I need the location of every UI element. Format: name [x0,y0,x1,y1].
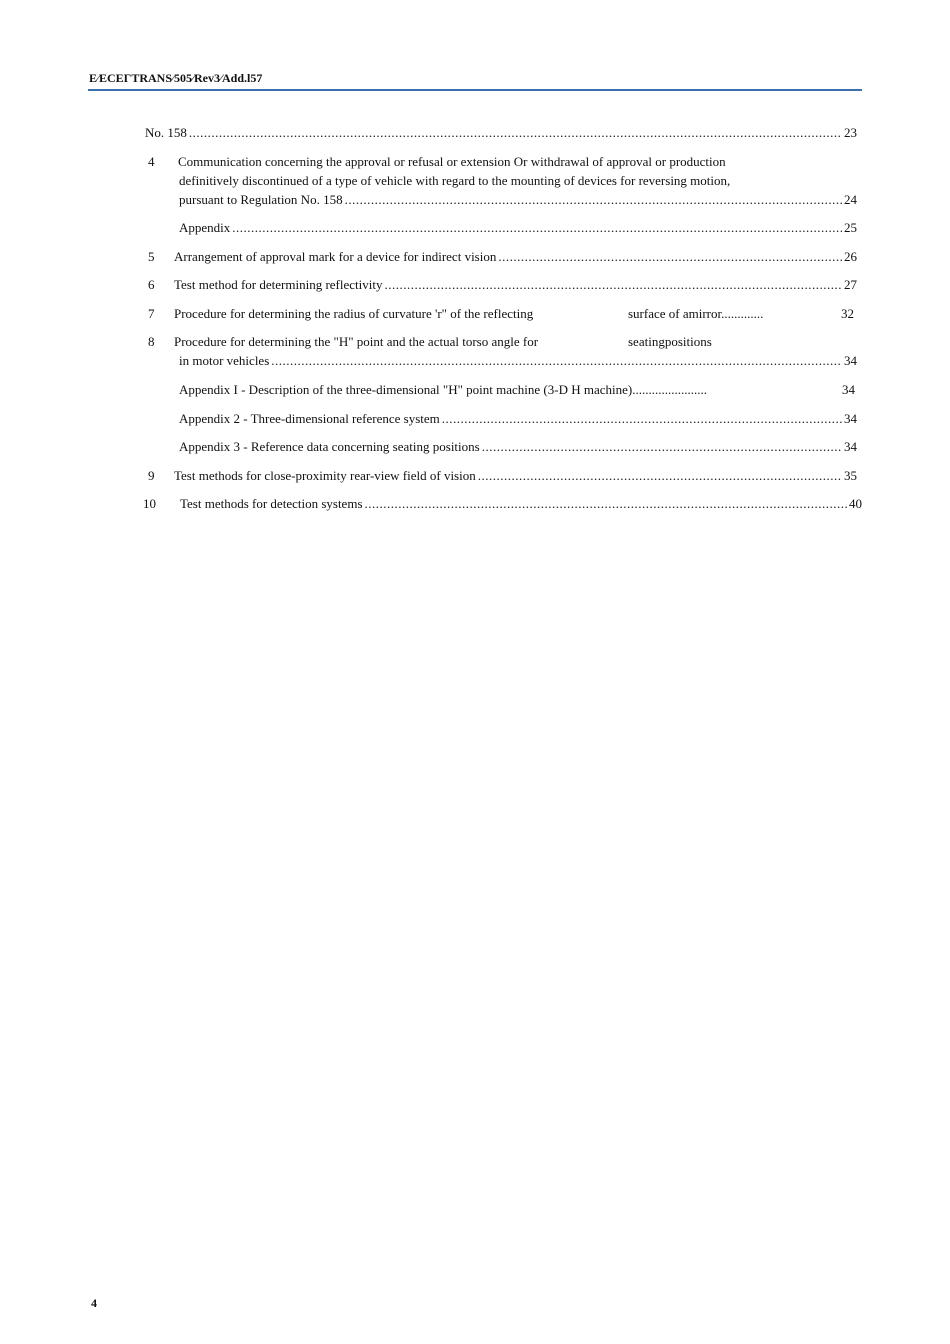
toc-entry-page: 34 [842,382,855,397]
toc-entry-text: in motor vehicles [179,353,270,368]
toc-entry-number: 4 [148,154,155,169]
toc-entry-page: 35 [844,468,857,483]
toc-entry-page: 34 [844,353,857,368]
toc-entry-number: 10 [143,496,156,511]
toc-leader-dots [365,496,847,512]
toc-entry-text: No. 158 [145,125,187,140]
toc-entry-text-tail: surface of amirror............. [628,306,764,321]
toc-entry-page: 32 [841,306,854,321]
document-symbol: E⁄ECEΓTRANS⁄505⁄Rev3⁄Add.l57 [89,71,263,85]
toc-entry-text: Arrangement of approval mark for a device for indirect vision [174,249,497,264]
header-rule [88,89,862,91]
toc-entry-text-tail: seatingpositions [628,334,712,349]
toc-entry-item4-last [179,192,857,208]
toc-entry-text: Appendix [179,220,231,235]
toc-entry-text: Procedure for determining the "H" point and the actual torso angle for [174,334,539,349]
toc-entry-text: Communication concerning the approval or refusal or extension Or withdrawal of approval or production [178,154,726,169]
toc-entry-page: 34 [844,439,857,454]
toc-entry-item4-appendix [179,220,857,236]
toc-leader-dots [384,277,842,293]
toc-entry-text: Appendix 2 - Three-dimensional reference system [179,411,440,426]
toc-leader-dots [482,439,842,455]
toc-entry-text: Appendix I - Description of the three-dimensional "H" point machine (3-D H machine)....................... [179,382,707,397]
toc-entry-text: Appendix 3 - Reference data concerning seating positions [179,439,480,454]
toc-entry-page: 23 [844,125,857,140]
toc-leader-dots [189,125,842,141]
toc-leader-dots [442,411,842,427]
toc-entry-number: 6 [148,277,155,292]
toc-leader-dots [498,249,842,265]
toc-entry-number: 9 [148,468,155,483]
toc-entry-item10 [180,496,862,512]
toc-leader-dots [232,220,842,236]
toc-entry-item5 [174,249,857,265]
toc-entry-text: Test method for determining reflectivity [174,277,383,292]
toc-entry-page: 27 [844,277,857,292]
toc-entry-page: 24 [844,192,857,207]
toc-entry-number: 7 [148,306,155,321]
toc-entry-page: 26 [844,249,857,264]
toc-entry-text: Test methods for close-proximity rear-view field of vision [174,468,476,483]
toc-leader-dots [478,468,842,484]
toc-leader-dots [271,353,842,369]
toc-entry-no158 [145,125,857,141]
toc-entry-text: pursuant to Regulation No. 158 [179,192,343,207]
toc-entry-text: Procedure for determining the radius of curvature 'r" of the reflecting [174,306,534,321]
toc-entry-item6 [174,277,857,293]
toc-entry-page: 40 [849,496,862,511]
page-number: 4 [91,1296,97,1310]
toc-entry-item8-last [179,353,857,369]
toc-entry-page: 34 [844,411,857,426]
toc-entry-item8-app3 [179,439,857,455]
toc-entry-text: definitively discontinued of a type of vehicle with regard to the mounting of devices for reversing motion, [179,173,731,188]
toc-entry-number: 8 [148,334,155,349]
toc-entry-page: 25 [844,220,857,235]
toc-entry-number: 5 [148,249,155,264]
toc-leader-dots [345,192,842,208]
toc-entry-item8-app2 [179,411,857,427]
toc-entry-text: Test methods for detection systems [180,496,363,511]
toc-entry-item9 [174,468,857,484]
